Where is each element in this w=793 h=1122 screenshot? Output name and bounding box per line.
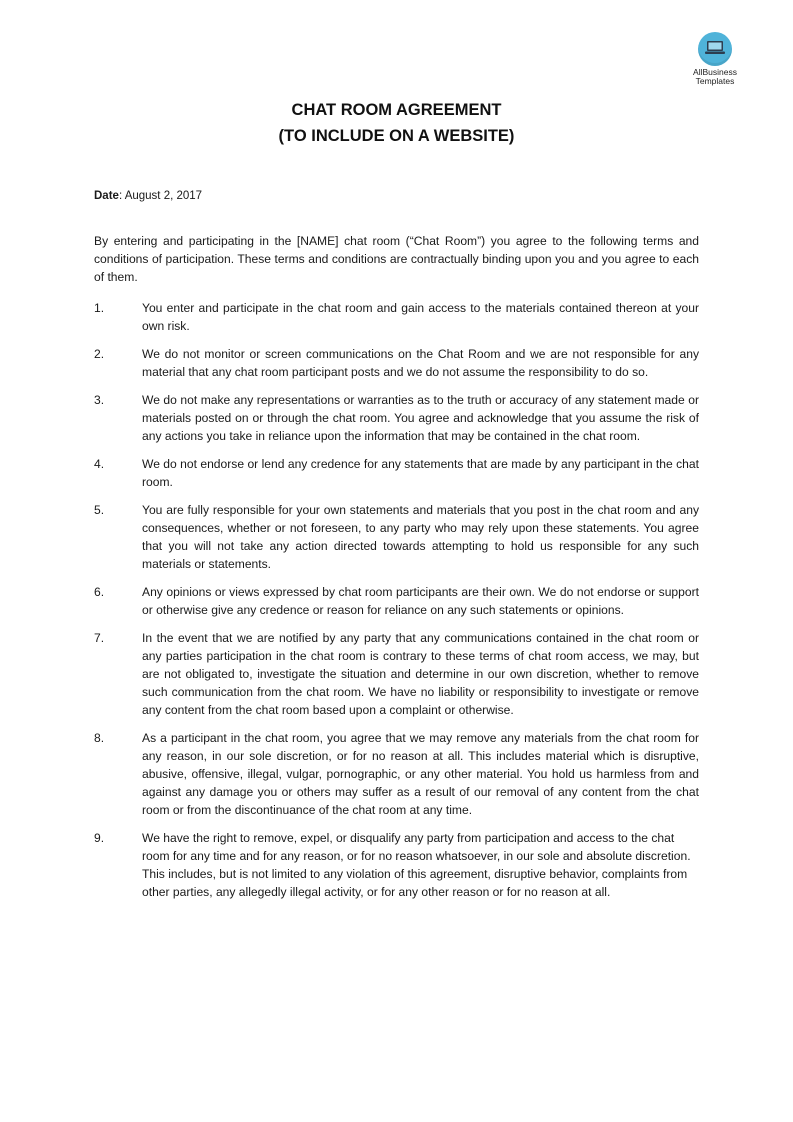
item-text: As a participant in the chat room, you agree that we may remove any materials from the chat room for any reason, in our sole discretion, or for no reason at all. This includes material which is disruptive, abusive, offensive, illegal, vulgar, pornographic, or any other material. You hold us harmless from and against any damage you or others may suffer as a result of our removal of any content from the chat room or from the discontinuance of the chat room at any time.	[142, 731, 699, 817]
item-text: You enter and participate in the chat room and gain access to the materials contained thereon at your own risk.	[142, 301, 699, 333]
item-text: In the event that we are notified by any party that any communications contained in the chat room or any parties participation in the chat room is contrary to these terms of chat room access, we may, but are not obligated to, investigate the situation and determine in our own discretion, whether to remove such communication from the chat room. We have no liability or responsibility to investigate or remove any content from the chat room based upon a complaint or otherwise.	[142, 631, 699, 717]
title-line-2: (TO INCLUDE ON A WEBSITE)	[278, 127, 515, 145]
date-value: : August 2, 2017	[118, 190, 203, 202]
logo	[683, 32, 747, 86]
item-number: 6.	[94, 585, 105, 599]
item-number: 3.	[94, 393, 105, 407]
item-number: 8.	[94, 731, 105, 745]
list-item	[94, 501, 699, 573]
item-number: 4.	[94, 457, 105, 471]
date-line	[94, 187, 202, 205]
list-item	[94, 583, 699, 619]
item-text: Any opinions or views expressed by chat room participants are their own. We do not endorse or support or otherwise give any credence or reason for reliance on any such statements or opinions.	[142, 585, 699, 617]
list-item	[94, 829, 699, 901]
list-item	[94, 299, 699, 335]
item-text: We have the right to remove, expel, or disqualify any party from participation and access to the chat room for any time and for any reason, or for no reason whatsoever, in our sole and absolute discretion. This includes, but is not limited to any violation of this agreement, disruptive behavior, complaints from other parties, any allegedly illegal activity, or for any other reason or for no reason at all.	[142, 831, 691, 899]
list-item	[94, 629, 699, 719]
item-text: You are fully responsible for your own statements and materials that you post in the chat room and any consequences, whether or not foreseen, to any party who may rely upon these statements. You agree that you will not take any action directed towards attempting to hold us responsible for any such materials or statements.	[142, 503, 699, 571]
item-text: We do not endorse or lend any credence for any statements that are made by any participant in the chat room.	[142, 457, 699, 489]
item-number: 9.	[94, 831, 105, 845]
item-number: 7.	[94, 631, 105, 645]
date-label: Date	[94, 190, 119, 202]
item-number: 5.	[94, 503, 105, 517]
title-line-1: CHAT ROOM AGREEMENT	[291, 101, 502, 119]
list-item	[94, 729, 699, 819]
list-item	[94, 345, 699, 381]
document-title	[0, 97, 793, 149]
list-item	[94, 455, 699, 491]
item-text: We do not make any representations or warranties as to the truth or accuracy of any statement made or materials posted on or through the chat room. You agree and acknowledge that you assume the risk of any actions you take in reliance upon the information that may be contained in the chat room.	[142, 393, 699, 443]
logo-line-1: AllBusiness	[693, 67, 737, 77]
logo-line-2: Templates	[695, 76, 735, 86]
laptop-icon	[698, 32, 732, 66]
item-number: 1.	[94, 301, 105, 315]
item-text: We do not monitor or screen communications on the Chat Room and we are not responsible for any material that any chat room participant posts and we do not assume the responsibility to do so.	[142, 347, 699, 379]
logo-text	[683, 68, 747, 86]
terms-list	[94, 299, 699, 911]
intro-paragraph: By entering and participating in the [NAME] chat room (“Chat Room”) you agree to the following terms and conditions of participation. These terms and conditions are contractually binding upon you and you agree to each of them.	[94, 234, 699, 284]
list-item	[94, 391, 699, 445]
item-number: 2.	[94, 347, 105, 361]
